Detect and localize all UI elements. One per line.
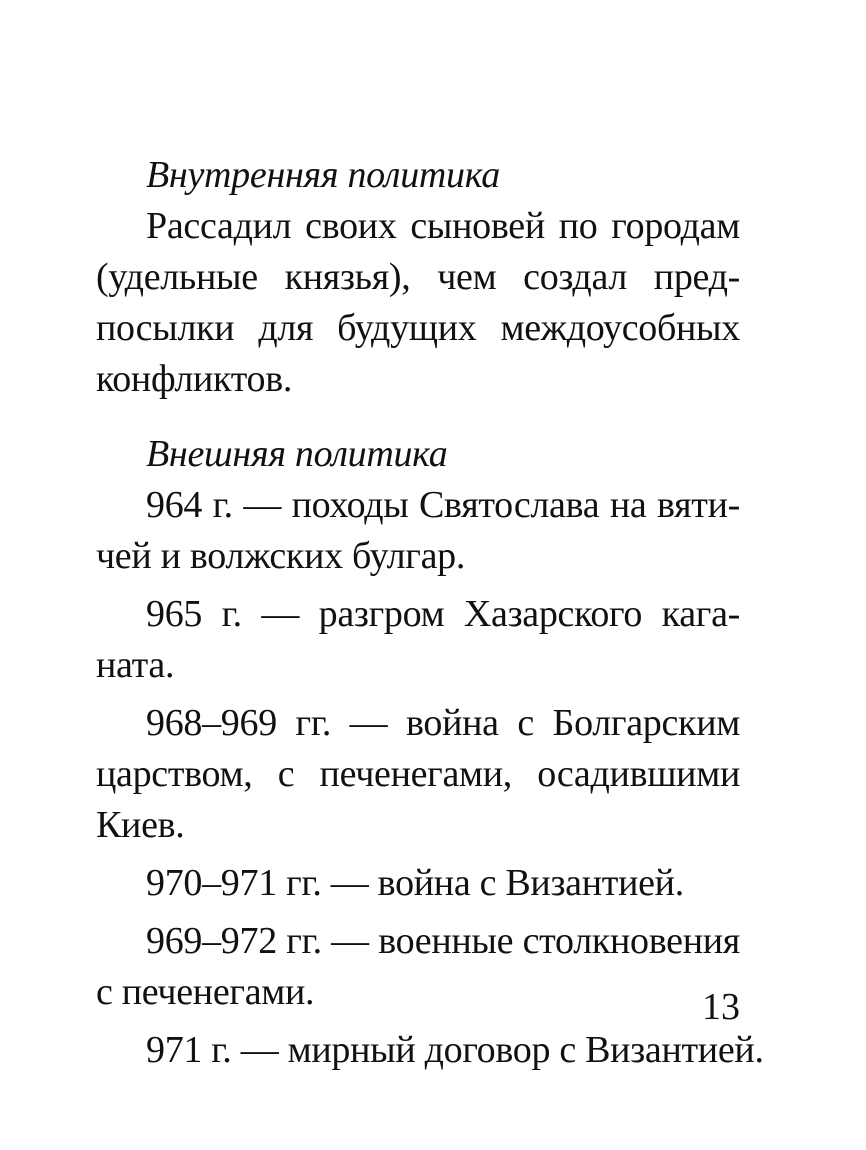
event-line: царством, с печенегами, осадившими [96,753,740,795]
section-heading-external-policy: Внешняя политика [146,433,448,475]
entry-spacer [96,1018,740,1025]
page-body [96,150,764,1076]
event-line: 968–969 гг. — война с Болгарским [146,702,740,744]
page-number: 13 [702,986,740,1028]
entry-spacer [96,582,740,589]
event-line: Киев. [96,804,185,846]
paragraph-line: посылки для будущих междоусобных [96,307,740,349]
event-line: 965 г. — разгром Хазарского кага- [146,593,740,635]
event-line: с печенегами. [96,971,315,1013]
event-line: 971 г. — мирный договор с Византией. [146,1029,764,1071]
event-line: ната. [96,644,175,686]
paragraph-line: Рассадил своих сыновей по городам [146,205,740,247]
event-line: чей и волжских булгар. [96,535,466,577]
entry-spacer [96,909,740,916]
section-spacer [96,405,740,429]
paragraph-line: конфликтов. [96,358,293,400]
entry-spacer [96,691,740,698]
paragraph-line: (удельные князья), чем создал пред- [96,256,740,298]
event-line: 964 г. — походы Святослава на вяти- [146,484,740,526]
section-heading-internal-policy: Внутренняя политика [146,154,500,196]
event-line: 970–971 гг. — война с Византией. [146,862,684,904]
event-line: 969–972 гг. — военные столкновения [146,920,740,962]
entry-spacer [96,851,740,858]
